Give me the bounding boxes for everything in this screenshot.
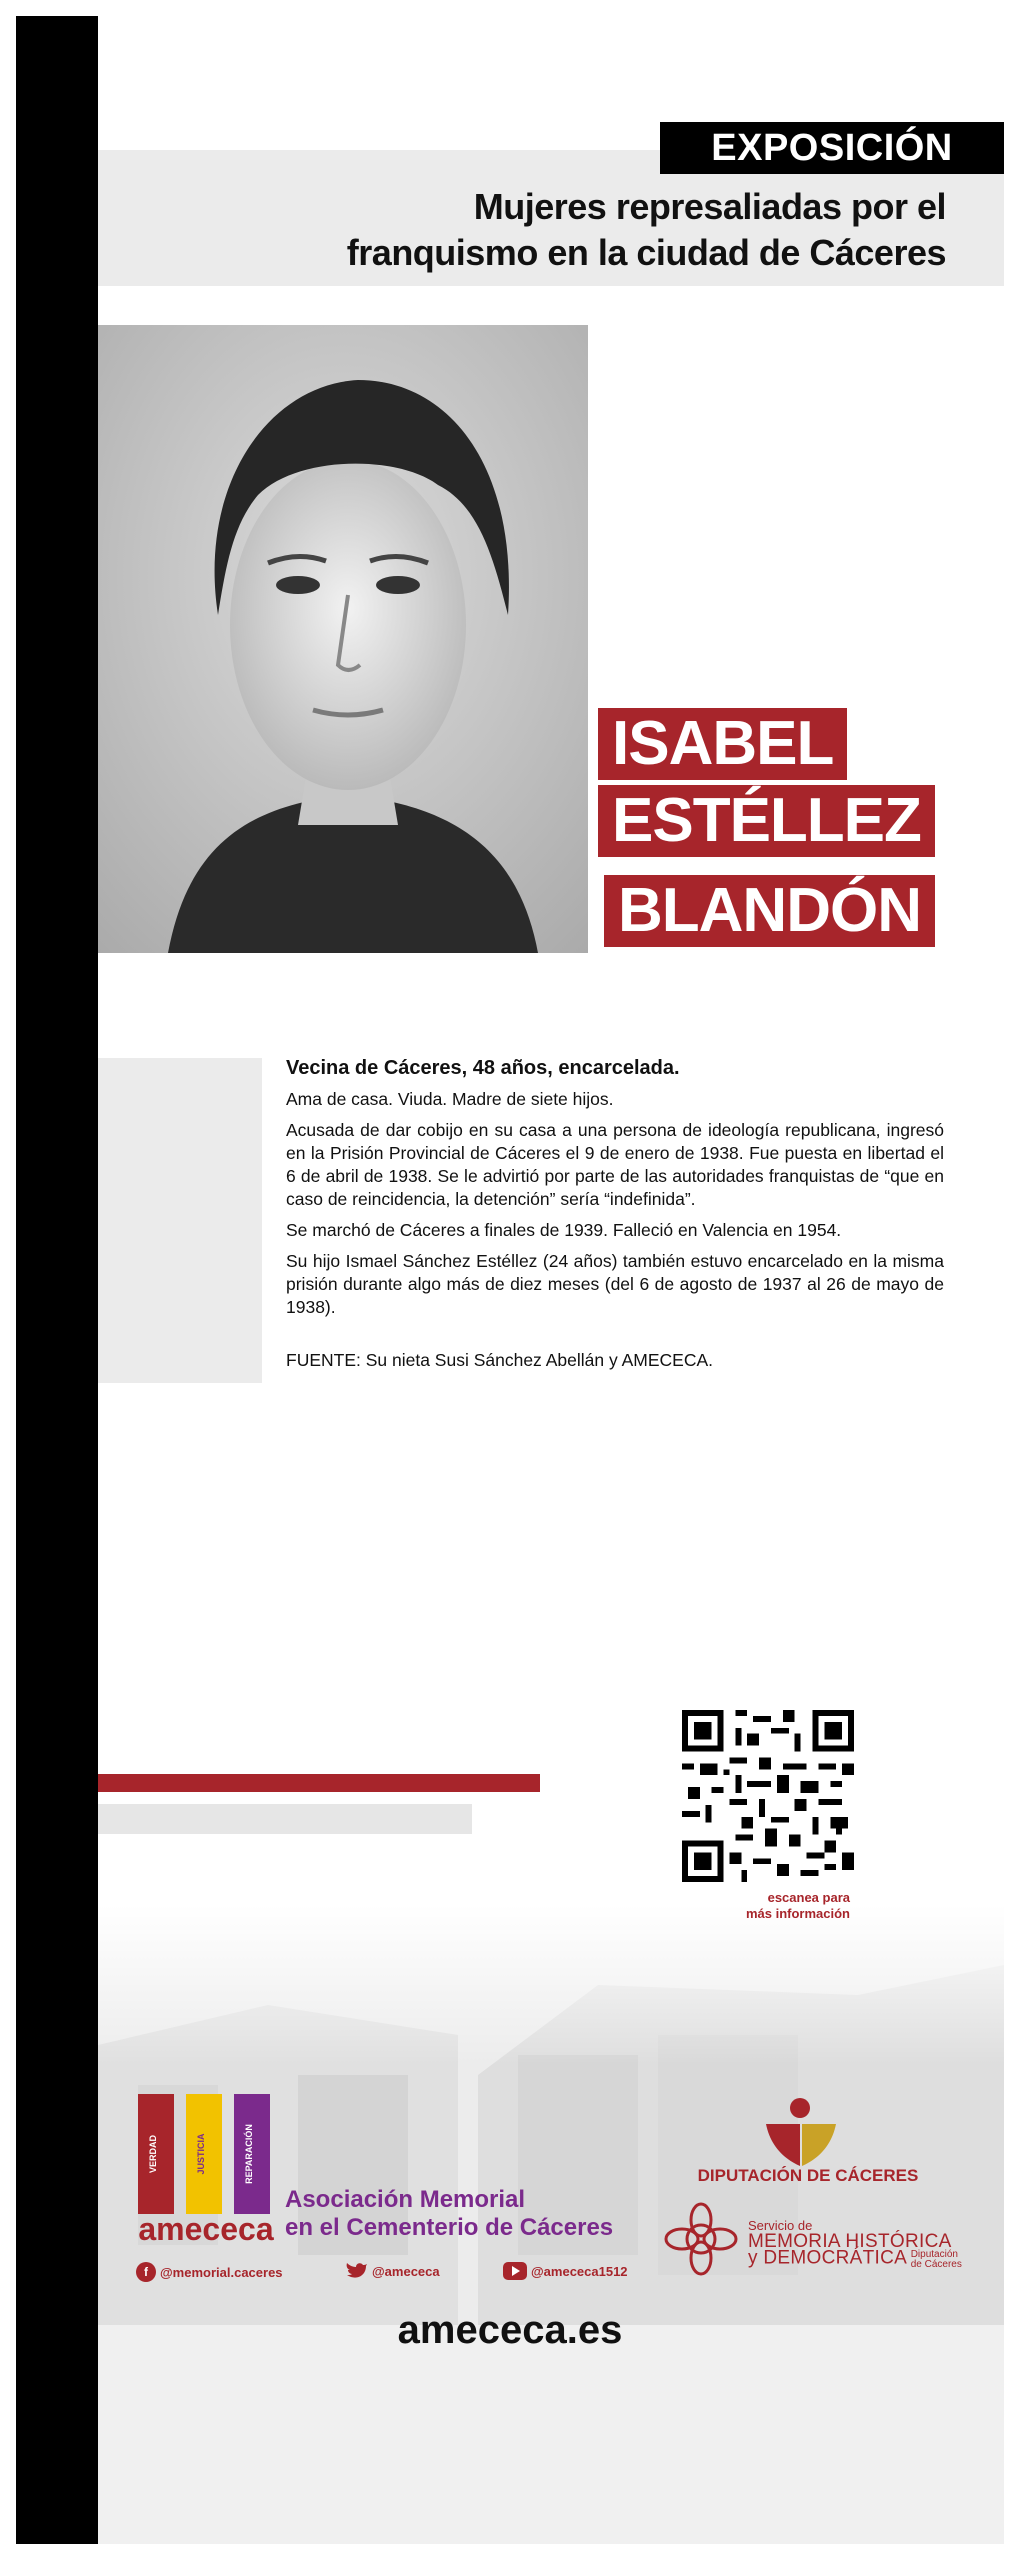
website-link[interactable]: amececa.es	[397, 2308, 623, 2352]
bio-paragraph: Se marchó de Cáceres a finales de 1939. Falleció en Valencia en 1954.	[286, 1220, 842, 1240]
name-line-surname-2: BLANDÓN	[604, 875, 935, 947]
portrait-photo	[98, 325, 588, 953]
social-youtube[interactable]	[503, 2262, 628, 2280]
memoria-line-1: Servicio de	[748, 2218, 813, 2233]
qr-caption-line-2: más información	[745, 1906, 850, 1921]
facebook-icon: f	[136, 2262, 156, 2282]
memoria-historica-logo	[662, 2200, 740, 2278]
association-name-line-1: Asociación Memorial	[285, 2186, 526, 2213]
youtube-icon	[503, 2262, 527, 2280]
association-name-line-2: en el Cementerio de Cáceres	[285, 2214, 614, 2241]
memoria-sub-2: de Cáceres	[910, 2259, 962, 2270]
grey-rule	[98, 1804, 472, 1834]
logo-name: amececa	[138, 2211, 274, 2246]
exhibition-label: EXPOSICIÓN	[660, 122, 1004, 174]
bio-paragraph: Acusada de dar cobijo en su casa a una persona de ideología republicana, ingresó en la Prisión Provincial de Cáceres el 9 de enero de 1938. Fue puesta en libertad el 6 de abril de 1938. Se le advirtió por parte de las autoridades franquistas de “que en caso de reincidencia, la detención” sería “indefinida”.	[286, 1120, 944, 1209]
memoria-line-2: MEMORIA HISTÓRICA	[748, 2231, 952, 2252]
social-youtube-handle: @amececa1512	[531, 2263, 628, 2279]
qr-caption-line-1: escanea para	[767, 1890, 850, 1905]
bio-paragraph: Su hijo Ismael Sánchez Estéllez (24 años) también estuvo encarcelado en la misma prisión durante algo más de diez meses (del 6 de agosto de 1937 al 26 de mayo de 1938).	[286, 1251, 944, 1317]
memoria-historica-text	[748, 2218, 978, 2270]
qr-code[interactable]	[682, 1710, 854, 1882]
bio-paragraph: Ama de casa. Viuda. Madre de siete hijos.	[286, 1089, 614, 1109]
social-twitter[interactable]	[346, 2262, 440, 2280]
subtitle-line-1: Mujeres represaliadas por el	[473, 186, 946, 227]
association-name	[285, 2186, 645, 2242]
twitter-icon	[346, 2262, 368, 2280]
left-black-bar	[16, 16, 98, 2544]
social-facebook-handle: @memorial.caceres	[160, 2264, 283, 2280]
red-rule	[98, 1774, 540, 1792]
exhibition-subtitle	[250, 184, 946, 276]
text-side-band	[98, 1058, 262, 1383]
bio-lead: Vecina de Cáceres, 48 años, encarcelada.	[286, 1057, 680, 1079]
logo-word-reparacion: REPARACIÓN	[244, 2124, 254, 2184]
logo-word-verdad: VERDAD	[148, 2134, 158, 2174]
qr-caption	[700, 1890, 850, 1922]
bio-source: FUENTE: Su nieta Susi Sánchez Abellán y AMECECA.	[286, 1350, 713, 1370]
memoria-line-3: y DEMOCRÁTICA	[748, 2247, 908, 2269]
subtitle-line-2: franquismo en la ciudad de Cáceres	[346, 232, 946, 273]
memoria-sub-1: Diputación	[910, 2249, 958, 2260]
name-line-surname-1: ESTÉLLEZ	[598, 785, 935, 857]
social-twitter-handle: @amececa	[372, 2263, 440, 2279]
name-line-first: ISABEL	[598, 708, 847, 780]
logo-word-justicia: JUSTICIA	[196, 2133, 206, 2175]
diputacion-logo	[760, 2094, 840, 2174]
biography	[286, 1057, 944, 1380]
social-facebook[interactable]	[136, 2262, 283, 2282]
diputacion-name: DIPUTACIÓN DE CÁCERES	[697, 2166, 919, 2185]
amececa-logo	[136, 2094, 276, 2246]
